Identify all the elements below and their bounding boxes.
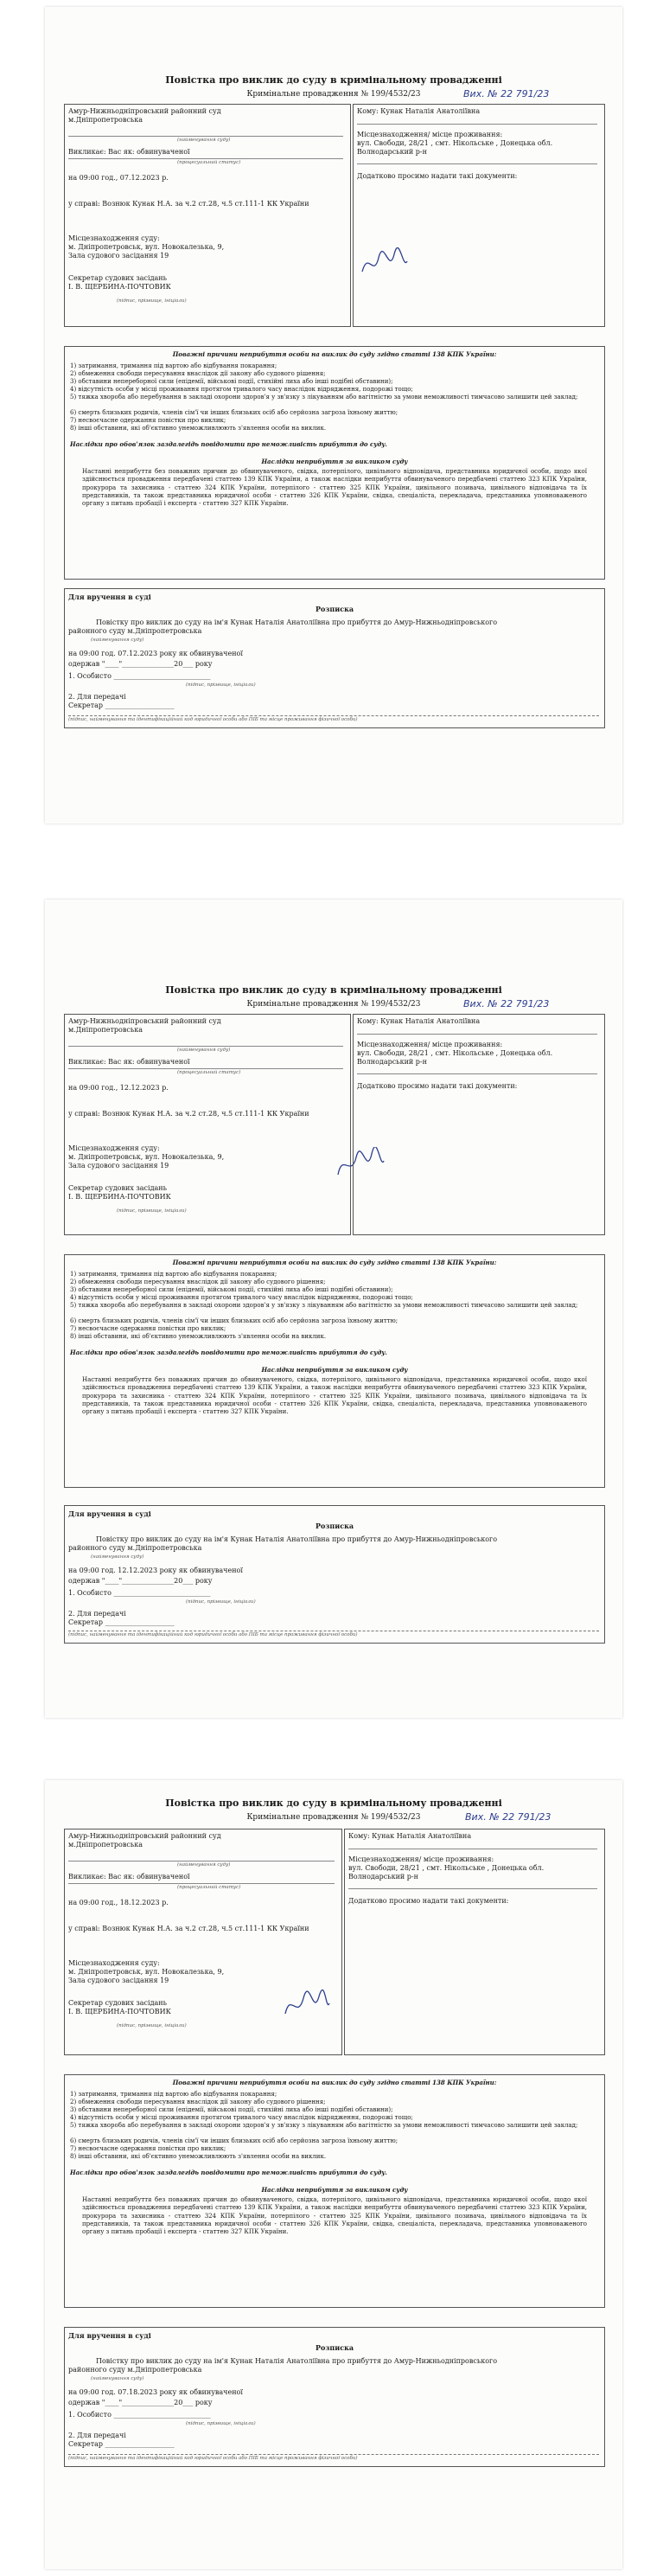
recipient-address-label: Місцезнаходження/ місце проживання: bbox=[357, 131, 503, 138]
receipt-footer: (підпис, найменування та ідентифікаційний код юридичної особи або ПІБ та місце проживання фізичної особи) bbox=[68, 1632, 358, 1637]
hearing-date: на 09:00 год., 12.12.2023 р. bbox=[68, 1084, 169, 1092]
case-title: у справі: Вознюк Кунак Н.А. за ч.2 ст.28, ч.5 ст.111-1 КК України bbox=[68, 1925, 309, 1932]
receipt-transfer: 2. Для передачі bbox=[68, 1610, 126, 1618]
reason-item: 2) обмеження свободи пересування внаслідок дії закону або судового рішення; bbox=[70, 2099, 326, 2105]
receipt-box bbox=[64, 588, 605, 728]
receipt-secretary: Секретар ____________________ bbox=[68, 2440, 175, 2448]
recipient-address-label: Місцезнаходження/ місце проживання: bbox=[348, 1855, 494, 1863]
reasons-title: Поважні причини неприбуття особи на виклик до суду згідно статті 138 КПК України: bbox=[172, 350, 497, 358]
court-name: Амур-Нижньодніпровський районний суд bbox=[68, 107, 221, 115]
reason-item: 8) інші обставини, які об'єктивно унеможливлюють з'явлення особи на виклик. bbox=[70, 2153, 327, 2160]
receipt-text: Повістку про виклик до суду на ім'я Кунак Наталія Анатоліївна про прибуття до Амур-Нижньодніпровського bbox=[96, 2357, 498, 2365]
divider bbox=[68, 715, 599, 716]
summoned-as: Викликає: Вас як: обвинуваченої bbox=[68, 148, 190, 156]
court-name-city: м.Дніпропетровська bbox=[68, 1841, 143, 1849]
receipt-caption-2: (підпис, прізвище, ініціали) bbox=[186, 2421, 256, 2426]
reason-item: 7) несвоєчасне одержання повістки про виклик; bbox=[70, 417, 226, 424]
receipt-got: одержав "____"_______________20___ року bbox=[68, 2399, 213, 2406]
recipient-box bbox=[353, 104, 605, 327]
divider bbox=[68, 158, 343, 159]
recipient-district: Волнодарський р-н bbox=[357, 148, 427, 156]
consequence-text: Настанні неприбуття без поважних причин до обвинуваченого, свідка, потерпілого, цивільного відповідача, представника юридичної особи, щодо якої здійснюється провадження передбачені статтею 139 КПК України, а також наслідки неприбуття обвинуваченого передбачені статтею 323 КПК України, прокурора та захисника - статтею 324 КПК України, потерпілого - статтею 325 КПК України, цивільного позивача, цивільного відповідача та їх представників, та також представника юридичної особи - статтею 326 КПК України, свідка, спеціаліста, перекладача, представника уповноваженого органу з питань пробації і експерта - статтею 327 КПК України. bbox=[82, 2196, 587, 2236]
receipt-court: районного суду м.Дніпропетровська bbox=[68, 1544, 202, 1552]
divider bbox=[357, 163, 597, 164]
reason-item: 7) несвоєчасне одержання повістки про виклик; bbox=[70, 1325, 226, 1332]
reason-item: 1) затримання, тримання під вартою або відбування покарання; bbox=[70, 362, 277, 369]
reason-item: 6) смерть близьких родичів, членів сім'ї чи інших близьких осіб або серйозна загроза їхньому життю; bbox=[70, 409, 398, 416]
reason-item: 2) обмеження свободи пересування внаслідок дії закону або судового рішення; bbox=[70, 1278, 326, 1285]
secretary-name: І. В. ЩЕРБИНА-ПОЧТОВИК bbox=[68, 283, 171, 291]
consequence-text: Настанні неприбуття без поважних причин до обвинуваченого, свідка, потерпілого, цивільного відповідача, представника юридичної особи, щодо якої здійснюється провадження передбачені статтею 139 КПК України, а також наслідки неприбуття обвинуваченого передбачені статтею 323 КПК України, прокурора та захисника - статтею 324 КПК України, потерпілого - статтею 325 КПК України, цивільного позивача, цивільного відповідача та їх представників, та також представника юридичної особи - статтею 326 КПК України, свідка, спеціаліста, перекладача, представника уповноваженого органу з питань пробації і експерта - статтею 327 КПК України. bbox=[82, 1376, 587, 1416]
divider bbox=[68, 1046, 343, 1047]
notify-line: Наслідки про обов'язок заздалегідь повідомити про неможливість прибуття до суду. bbox=[70, 440, 387, 448]
receipt-secretary: Секретар ____________________ bbox=[68, 702, 175, 709]
divider bbox=[68, 1861, 335, 1862]
receipt-label: Для вручення в суді bbox=[68, 1509, 151, 1518]
secretary-label: Секретар судових засідань bbox=[68, 274, 167, 282]
notify-line: Наслідки про обов'язок заздалегідь повідомити про неможливість прибуття до суду. bbox=[70, 2169, 387, 2176]
summons-page-2 bbox=[45, 900, 622, 1718]
receipt-date: на 09:00 год. 07.18.2023 року як обвинуваченої bbox=[68, 2388, 243, 2396]
court-name-city: м.Дніпропетровська bbox=[68, 1026, 143, 1034]
receipt-secretary: Секретар ____________________ bbox=[68, 1618, 175, 1626]
receipt-date: на 09:00 год. 12.12.2023 року як обвинуваченої bbox=[68, 1567, 243, 1574]
recipient-box bbox=[344, 1829, 605, 2055]
receipt-text: Повістку про виклик до суду на ім'я Кунак Наталія Анатоліївна про прибуття до Амур-Нижньодніпровського bbox=[96, 1535, 498, 1543]
divider bbox=[348, 1888, 597, 1889]
summons-page-1 bbox=[45, 7, 622, 823]
case-number: Кримінальне провадження № 199/4532/23 bbox=[246, 1000, 421, 1009]
receipt-personal: 1. Особисто ____________________________ bbox=[68, 1589, 211, 1597]
reason-item: 4) відсутність особи у місці проживання протягом тривалого часу внаслідок відрядження, подорожі тощо; bbox=[70, 2114, 413, 2121]
receipt-title: Розписка bbox=[315, 2343, 354, 2352]
case-title: у справі: Вознюк Кунак Н.А. за ч.2 ст.28, ч.5 ст.111-1 КК України bbox=[68, 1110, 309, 1118]
reason-item: 6) смерть близьких родичів, членів сім'ї чи інших близьких осіб або серйозна загроза їхньому життю; bbox=[70, 1317, 398, 1324]
reason-item: 5) тяжка хвороба або перебування в закладі охорони здоров'я у зв'язку з лікуванням або вагітністю за умови неможливості тимчасово залишити цей заклад; bbox=[70, 2122, 578, 2129]
reason-item: 8) інші обставини, які об'єктивно унеможливлюють з'явлення особи на виклик. bbox=[70, 425, 327, 432]
case-number: Кримінальне провадження № 199/4532/23 bbox=[246, 1813, 421, 1822]
case-title: у справі: Вознюк Кунак Н.А. за ч.2 ст.28, ч.5 ст.111-1 КК України bbox=[68, 200, 309, 208]
recipient-district: Волнодарський р-н bbox=[357, 1058, 427, 1066]
receipt-caption: (найменування суду) bbox=[91, 638, 144, 643]
court-room: Зала судового засідання 19 bbox=[68, 252, 169, 260]
reason-item: 4) відсутність особи у місці проживання протягом тривалого часу внаслідок відрядження, подорожі тощо; bbox=[70, 1294, 413, 1301]
court-caption: (найменування суду) bbox=[177, 138, 231, 143]
reason-item: 8) інші обставини, які об'єктивно унеможливлюють з'явлення особи на виклик. bbox=[70, 1333, 327, 1340]
court-name: Амур-Нижньодніпровський районний суд bbox=[68, 1017, 221, 1025]
divider bbox=[68, 1068, 343, 1069]
secretary-name: І. В. ЩЕРБИНА-ПОЧТОВИК bbox=[68, 2008, 171, 2015]
receipt-transfer: 2. Для передачі bbox=[68, 693, 126, 701]
receipt-caption: (найменування суду) bbox=[91, 2376, 144, 2381]
receipt-got: одержав "____"_______________20___ року bbox=[68, 660, 213, 668]
page-title: Повістка про виклик до суду в кримінальному провадженні bbox=[165, 984, 502, 996]
docs-label: Додатково просимо надати такі документи: bbox=[357, 172, 518, 180]
recipient-name: Кому: Кунак Наталія Анатоліївна bbox=[357, 1017, 481, 1025]
secretary-caption: (підпис, прізвище, ініціали) bbox=[117, 298, 187, 304]
receipt-caption-2: (підпис, прізвище, ініціали) bbox=[186, 682, 256, 688]
divider bbox=[68, 1883, 335, 1884]
reason-item: 3) обставини непереборної сили (епідемії, військові події, стихійні лиха або інші подібні обставини); bbox=[70, 1286, 393, 1293]
reason-item: 1) затримання, тримання під вартою або відбування покарання; bbox=[70, 2091, 277, 2098]
receipt-personal: 1. Особисто ____________________________ bbox=[68, 2411, 211, 2419]
court-info-box bbox=[64, 104, 351, 327]
reason-item: 2) обмеження свободи пересування внаслідок дії закону або судового рішення; bbox=[70, 370, 326, 377]
receipt-title: Розписка bbox=[315, 1522, 354, 1530]
summoned-caption: (процесуальний статус) bbox=[177, 1885, 241, 1890]
signature-icon bbox=[280, 1988, 332, 2022]
receipt-got: одержав "____"_______________20___ року bbox=[68, 1577, 213, 1585]
court-address-label: Місцезнаходження суду: bbox=[68, 234, 160, 242]
receipt-caption: (найменування суду) bbox=[91, 1554, 144, 1560]
receipt-caption-2: (підпис, прізвище, ініціали) bbox=[186, 1599, 256, 1605]
reasons-title: Поважні причини неприбуття особи на виклик до суду згідно статті 138 КПК України: bbox=[172, 2079, 497, 2086]
receipt-court: районного суду м.Дніпропетровська bbox=[68, 627, 202, 635]
court-address: м. Дніпропетровськ, вул. Новокалезька, 9, bbox=[68, 1968, 225, 1976]
consequence-title: Наслідки неприбуття за викликом суду bbox=[261, 458, 408, 465]
receipt-box bbox=[64, 2327, 605, 2467]
consequence-title: Наслідки неприбуття за викликом суду bbox=[261, 2186, 408, 2194]
reason-item: 3) обставини непереборної сили (епідемії, військові події, стихійні лиха або інші подібні обставини); bbox=[70, 2106, 393, 2113]
summoned-caption: (процесуальний статус) bbox=[177, 1070, 241, 1075]
recipient-address: вул. Свободи, 28/21 , смт. Нікольське , Донецька обл. bbox=[357, 139, 553, 147]
court-address-label: Місцезнаходження суду: bbox=[68, 1144, 160, 1152]
consequence-title: Наслідки неприбуття за викликом суду bbox=[261, 1366, 408, 1374]
docs-label: Додатково просимо надати такі документи: bbox=[357, 1082, 518, 1090]
secretary-caption: (підпис, прізвище, ініціали) bbox=[117, 2023, 187, 2028]
court-room: Зала судового засідання 19 bbox=[68, 1162, 169, 1169]
handwritten-ref: Вих. № 22 791/23 bbox=[465, 1811, 551, 1823]
court-caption: (найменування суду) bbox=[177, 1048, 231, 1053]
court-room: Зала судового засідання 19 bbox=[68, 1977, 169, 1984]
reason-item: 5) тяжка хвороба або перебування в закладі охорони здоров'я у зв'язку з лікуванням або вагітністю за умови неможливості тимчасово залишити цей заклад; bbox=[70, 394, 578, 400]
court-info-box bbox=[64, 1014, 351, 1235]
receipt-footer: (підпис, найменування та ідентифікаційний код юридичної особи або ПІБ та місце проживання фізичної особи) bbox=[68, 717, 358, 722]
recipient-box bbox=[353, 1014, 605, 1235]
receipt-date: на 09:00 год. 07.12.2023 року як обвинуваченої bbox=[68, 650, 243, 657]
hearing-date: на 09:00 год., 07.12.2023 р. bbox=[68, 174, 169, 182]
secretary-name: І. В. ЩЕРБИНА-ПОЧТОВИК bbox=[68, 1193, 171, 1201]
recipient-address: вул. Свободи, 28/21 , смт. Нікольське , Донецька обл. bbox=[357, 1049, 553, 1057]
summoned-as: Викликає: Вас як: обвинуваченої bbox=[68, 1058, 190, 1066]
summoned-as: Викликає: Вас як: обвинуваченої bbox=[68, 1873, 190, 1881]
recipient-name: Кому: Кунак Наталія Анатоліївна bbox=[348, 1832, 472, 1840]
reasons-box bbox=[64, 346, 605, 580]
reason-item: 1) затримання, тримання під вартою або відбування покарання; bbox=[70, 1271, 277, 1278]
consequence-text: Настанні неприбуття без поважних причин до обвинуваченого, свідка, потерпілого, цивільного відповідача, представника юридичної особи, щодо якої здійснюється провадження передбачені статтею 139 КПК України, а також наслідки неприбуття обвинуваченого передбачені статтею 323 КПК України, прокурора та захисника - статтею 324 КПК України, потерпілого - статтею 325 КПК України, цивільного позивача, цивільного відповідача та їх представників, та також представника юридичної особи - статтею 326 КПК України, свідка, спеціаліста, перекладача, представника уповноваженого органу з питань пробації і експерта - статтею 327 КПК України. bbox=[82, 468, 587, 508]
receipt-transfer: 2. Для передачі bbox=[68, 2432, 126, 2439]
receipt-title: Розписка bbox=[315, 605, 354, 613]
handwritten-ref: Вих. № 22 791/23 bbox=[463, 88, 550, 99]
receipt-label: Для вручення в суді bbox=[68, 593, 151, 601]
divider bbox=[357, 1073, 597, 1074]
divider bbox=[68, 136, 343, 137]
reasons-title: Поважні причини неприбуття особи на виклик до суду згідно статті 138 КПК України: bbox=[172, 1259, 497, 1266]
notify-line: Наслідки про обов'язок заздалегідь повідомити про неможливість прибуття до суду. bbox=[70, 1349, 387, 1356]
receipt-text: Повістку про виклик до суду на ім'я Кунак Наталія Анатоліївна про прибуття до Амур-Нижньодніпровського bbox=[96, 618, 498, 626]
recipient-district: Волнодарський р-н bbox=[348, 1873, 418, 1881]
recipient-address: вул. Свободи, 28/21 , смт. Нікольське , Донецька обл. bbox=[348, 1864, 545, 1872]
receipt-court: районного суду м.Дніпропетровська bbox=[68, 2366, 202, 2374]
summoned-caption: (процесуальний статус) bbox=[177, 160, 241, 165]
secretary-label: Секретар судових засідань bbox=[68, 1999, 167, 2007]
court-name: Амур-Нижньодніпровський районний суд bbox=[68, 1832, 221, 1840]
receipt-label: Для вручення в суді bbox=[68, 2331, 151, 2340]
reason-item: 4) відсутність особи у місці проживання протягом тривалого часу внаслідок відрядження, подорожі тощо; bbox=[70, 386, 413, 393]
divider bbox=[357, 124, 597, 125]
reasons-box bbox=[64, 2074, 605, 2308]
docs-label: Додатково просимо надати такі документи: bbox=[348, 1897, 509, 1905]
divider bbox=[357, 1034, 597, 1035]
page-title: Повістка про виклик до суду в кримінальному провадженні bbox=[165, 1797, 502, 1809]
hearing-date: на 09:00 год., 18.12.2023 р. bbox=[68, 1899, 169, 1906]
page-title: Повістка про виклик до суду в кримінальному провадженні bbox=[165, 74, 502, 86]
receipt-footer: (підпис, найменування та ідентифікаційний код юридичної особи або ПІБ та місце проживання фізичної особи) bbox=[68, 2456, 358, 2461]
court-caption: (найменування суду) bbox=[177, 1862, 231, 1868]
reason-item: 7) несвоєчасне одержання повістки про виклик; bbox=[70, 2145, 226, 2152]
receipt-personal: 1. Особисто ____________________________ bbox=[68, 672, 211, 680]
court-name-city: м.Дніпропетровська bbox=[68, 116, 143, 124]
case-number: Кримінальне провадження № 199/4532/23 bbox=[246, 90, 421, 99]
handwritten-ref: Вих. № 22 791/23 bbox=[463, 998, 550, 1009]
secretary-caption: (підпис, прізвище, ініціали) bbox=[117, 1208, 187, 1214]
receipt-box bbox=[64, 1505, 605, 1644]
court-address: м. Дніпропетровськ, вул. Новокалезька, 9, bbox=[68, 243, 225, 251]
reason-item: 3) обставини непереборної сили (епідемії, військові події, стихійні лиха або інші подібні обставини); bbox=[70, 378, 393, 385]
recipient-name: Кому: Кунак Наталія Анатоліївна bbox=[357, 107, 481, 115]
reasons-box bbox=[64, 1254, 605, 1488]
reason-item: 5) тяжка хвороба або перебування в закладі охорони здоров'я у зв'язку з лікуванням або вагітністю за умови неможливості тимчасово залишити цей заклад; bbox=[70, 1302, 578, 1309]
court-address: м. Дніпропетровськ, вул. Новокалезька, 9, bbox=[68, 1153, 225, 1161]
reason-item: 6) смерть близьких родичів, членів сім'ї чи інших близьких осіб або серйозна загроза їхньому життю; bbox=[70, 2137, 398, 2144]
secretary-label: Секретар судових засідань bbox=[68, 1184, 167, 1192]
recipient-address-label: Місцезнаходження/ місце проживання: bbox=[357, 1041, 503, 1048]
summons-page-3 bbox=[45, 1780, 622, 2569]
court-address-label: Місцезнаходження суду: bbox=[68, 1959, 160, 1967]
divider bbox=[68, 2454, 599, 2455]
